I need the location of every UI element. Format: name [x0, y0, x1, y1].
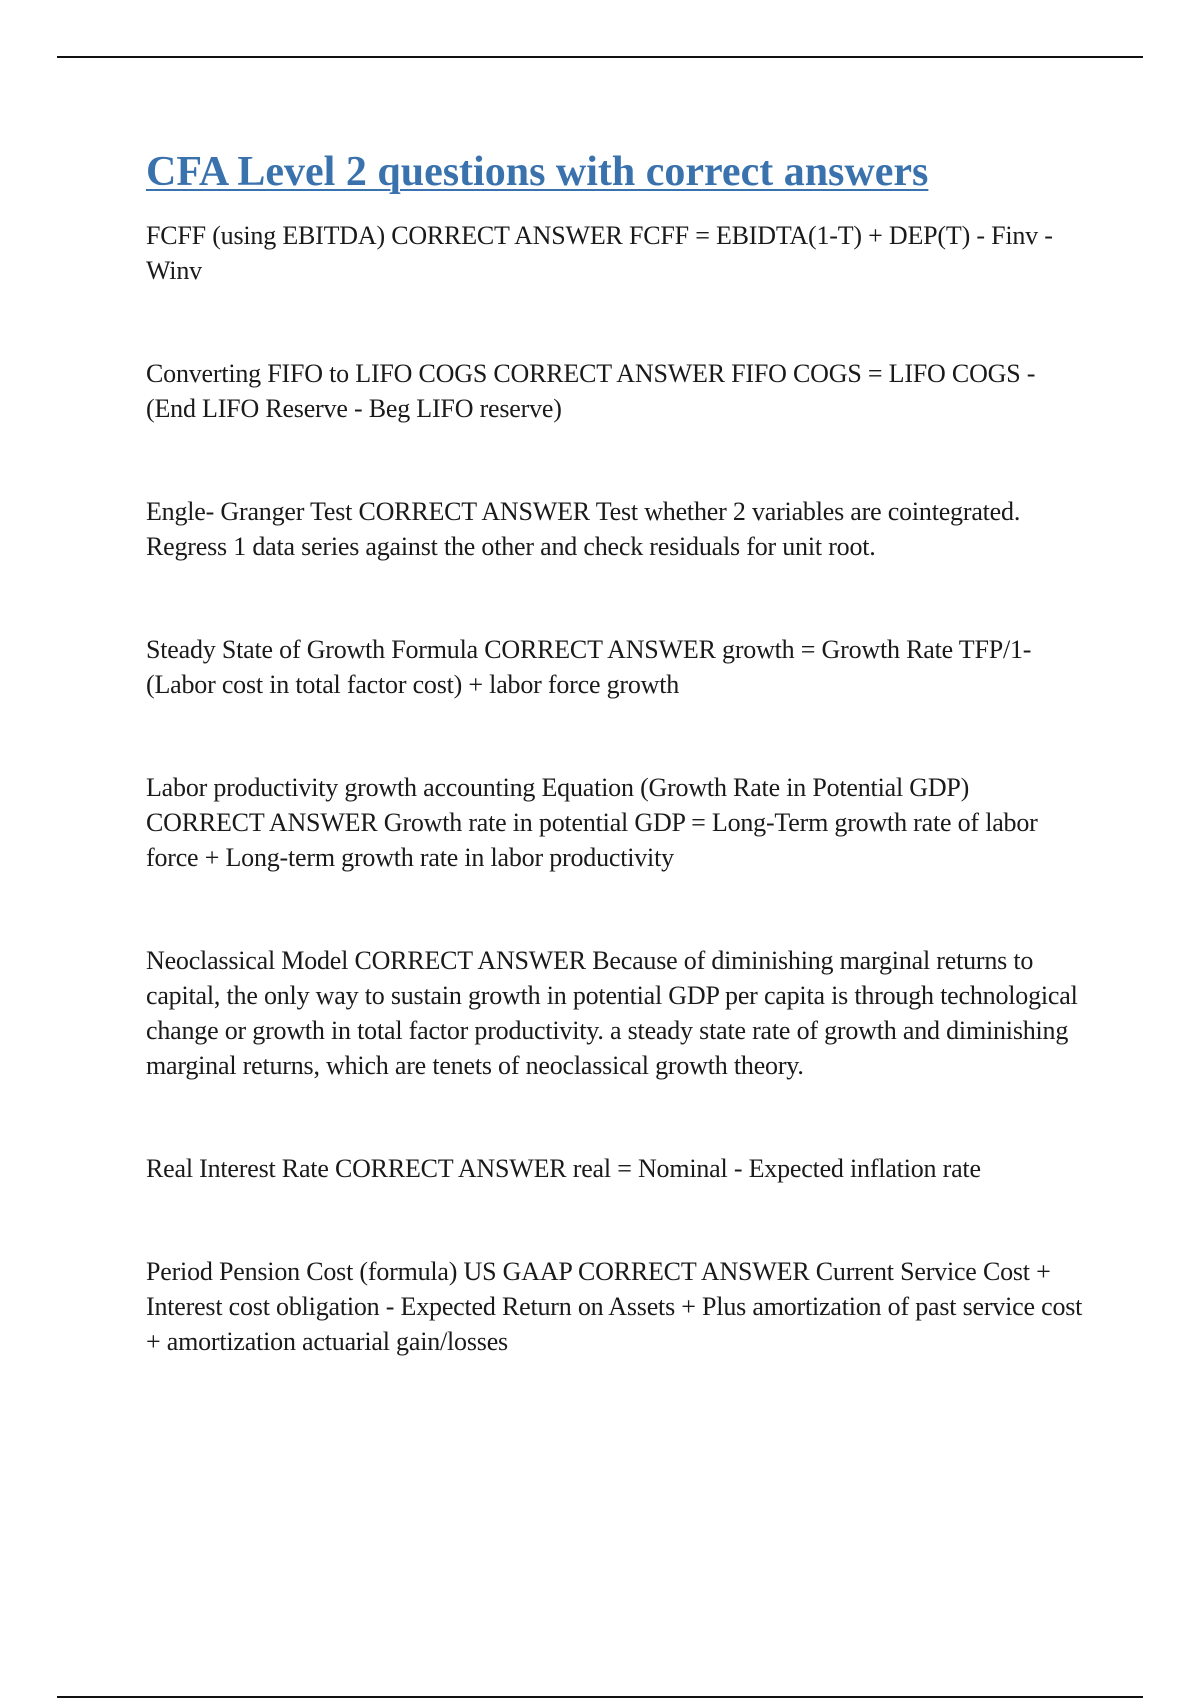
- qa-entry-neoclassical: Neoclassical Model CORRECT ANSWER Because of diminishing marginal returns to capital, the only way to sustain growth in potential GDP per capita is through technological change or growth in total factor productivity. a steady state rate of growth and diminishing marginal returns, which are tenets of neoclassical growth theory.: [146, 946, 1078, 1080]
- qa-entry-steady-state: Steady State of Growth Formula CORRECT ANSWER growth = Growth Rate TFP/1-(Labor cost in total factor cost) + labor force growth: [146, 635, 1032, 699]
- qa-entry-pension-cost: Period Pension Cost (formula) US GAAP CORRECT ANSWER Current Service Cost + Interest cost obligation - Expected Return on Assets + Plus amortization of past service cost + amortization actuarial gain/losses: [146, 1257, 1083, 1356]
- footer-rule: [57, 1696, 1143, 1698]
- qa-entry-real-interest: Real Interest Rate CORRECT ANSWER real = Nominal - Expected inflation rate: [146, 1154, 981, 1183]
- qa-entry-engle-granger: Engle- Granger Test CORRECT ANSWER Test whether 2 variables are cointegrated. Regress 1 data series against the other and check residuals for unit root.: [146, 497, 1021, 561]
- qa-entry-fcff: FCFF (using EBITDA) CORRECT ANSWER FCFF = EBIDTA(1-T) + DEP(T) - Finv - Winv: [146, 221, 1053, 285]
- header-rule: [57, 56, 1143, 58]
- document-body: [146, 146, 1090, 1359]
- qa-entry-fifo-lifo: Converting FIFO to LIFO COGS CORRECT ANSWER FIFO COGS = LIFO COGS - (End LIFO Reserve - Beg LIFO reserve): [146, 359, 1036, 423]
- document-title-link[interactable]: CFA Level 2 questions with correct answers: [146, 149, 929, 195]
- qa-entry-labor-productivity: Labor productivity growth accounting Equation (Growth Rate in Potential GDP) CORRECT ANSWER Growth rate in potential GDP = Long-Term growth rate of labor force + Long-term growth rate in labor productivity: [146, 773, 1038, 872]
